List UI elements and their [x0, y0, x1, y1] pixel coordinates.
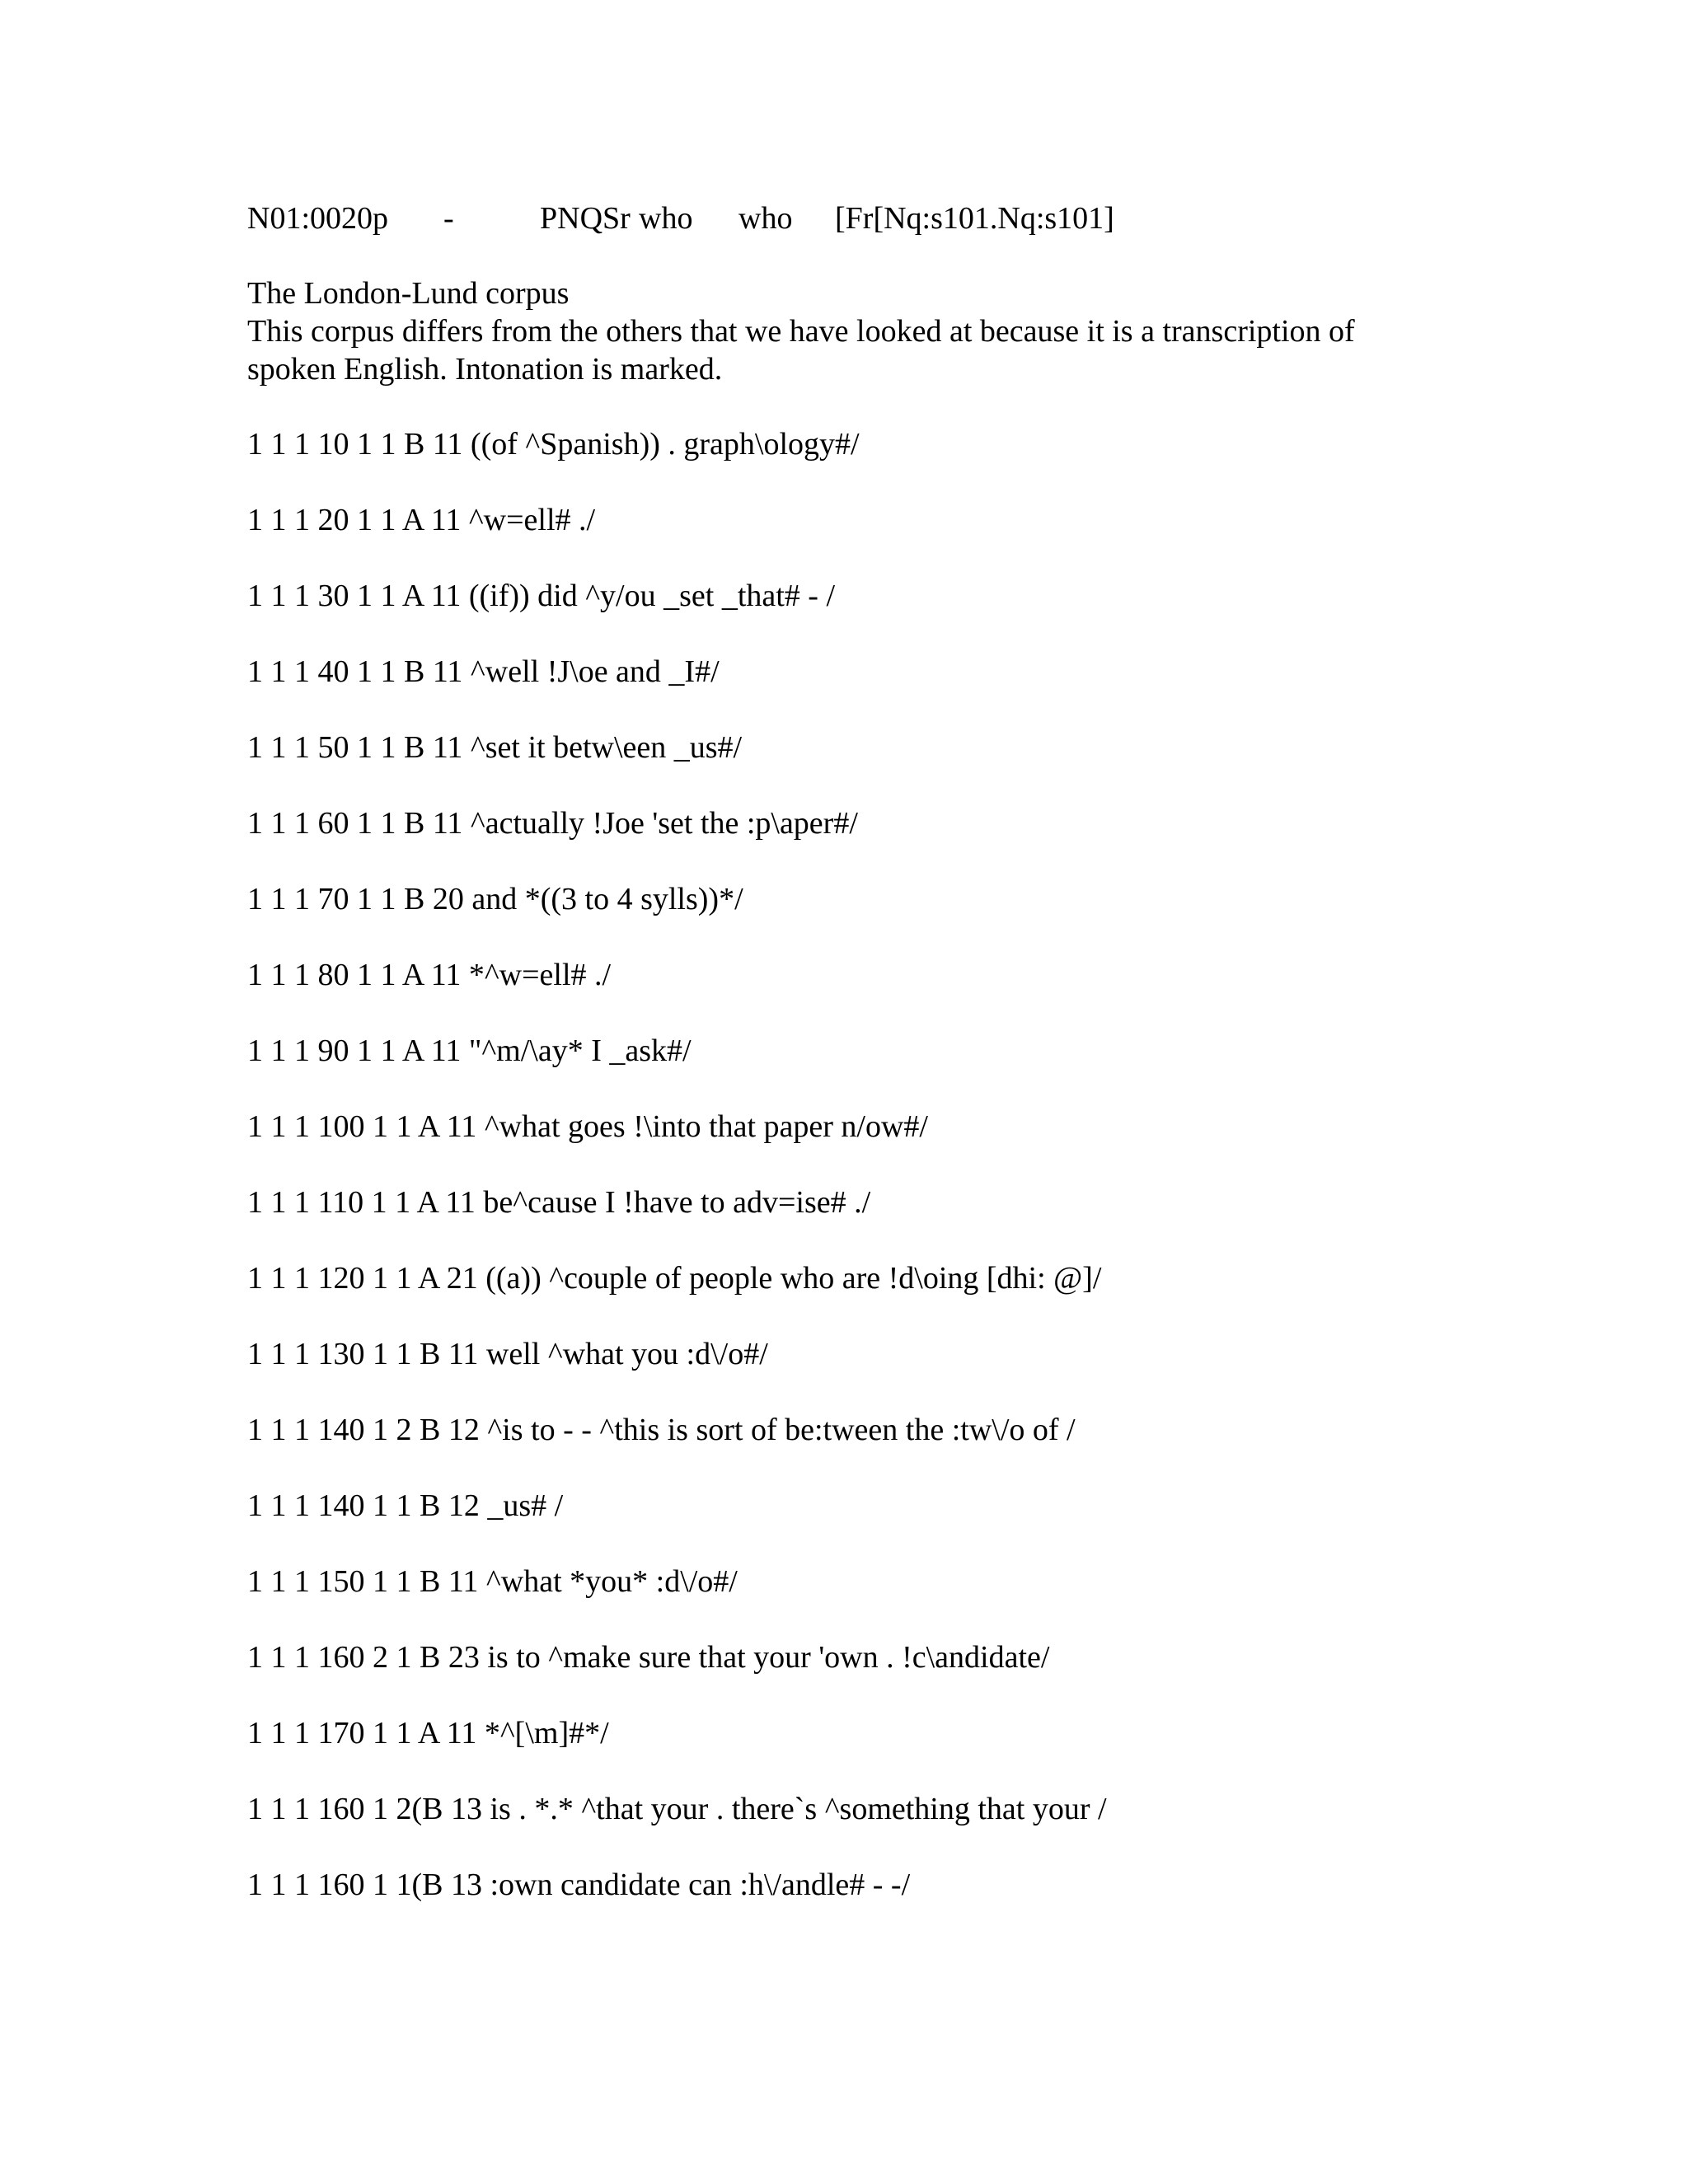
header-code: N01:0020p	[247, 201, 388, 236]
corpus-line: 1 1 1 140 1 2 B 12 ^is to - - ^this is sort of be:tween the :tw\/o of /	[247, 1413, 1076, 1447]
corpus-line: 1 1 1 150 1 1 B 11 ^what *you* :d\/o#/	[247, 1564, 738, 1599]
corpus-line: 1 1 1 100 1 1 A 11 ^what goes !\into that paper n/ow#/	[247, 1109, 928, 1144]
corpus-line: 1 1 1 140 1 1 B 12 _us# /	[247, 1488, 564, 1523]
corpus-line: 1 1 1 30 1 1 A 11 ((if)) did ^y/ou _set _that# - /	[247, 579, 836, 613]
header-tag: PNQSr	[540, 201, 631, 236]
corpus-line: 1 1 1 160 1 1(B 13 :own candidate can :h\/andle# - -/	[247, 1868, 911, 1902]
corpus-line: 1 1 1 40 1 1 B 11 ^well !J\oe and _I#/	[247, 654, 720, 689]
corpus-line: 1 1 1 10 1 1 B 11 ((of ^Spanish)) . graph\ology#/	[247, 427, 860, 462]
corpus-line: 1 1 1 130 1 1 B 11 well ^what you :d\/o#/	[247, 1337, 768, 1371]
intro-description: This corpus differs from the others that we have looked at because it is a transcription of spoken English. Intonation is marked.	[247, 314, 1355, 387]
corpus-line: 1 1 1 160 2 1 B 23 is to ^make sure that your 'own . !c\andidate/	[247, 1640, 1050, 1675]
intro-title: The London-Lund corpus	[247, 276, 570, 311]
corpus-line: 1 1 1 120 1 1 A 21 ((a)) ^couple of people who are !d\oing [dhi: @]/	[247, 1261, 1102, 1296]
corpus-line: 1 1 1 20 1 1 A 11 ^w=ell# ./	[247, 503, 596, 537]
corpus-lines	[247, 425, 1484, 1942]
header-dash: -	[443, 201, 454, 236]
header-line	[0, 199, 1114, 237]
corpus-line: 1 1 1 90 1 1 A 11 "^m/\ay* I _ask#/	[247, 1033, 692, 1068]
corpus-line: 1 1 1 70 1 1 B 20 and *((3 to 4 sylls))*/	[247, 882, 743, 916]
intro-section	[247, 274, 1442, 388]
corpus-line: 1 1 1 80 1 1 A 11 *^w=ell# ./	[247, 958, 612, 992]
corpus-line: 1 1 1 60 1 1 B 11 ^actually !Joe 'set the :p\aper#/	[247, 806, 858, 841]
corpus-line: 1 1 1 170 1 1 A 11 *^[\m]#*/	[247, 1716, 609, 1750]
corpus-line: 1 1 1 160 1 2(B 13 is . *.* ^that your . there`s ^something that your /	[247, 1792, 1107, 1826]
header-word-2: who	[738, 201, 793, 236]
corpus-line: 1 1 1 50 1 1 B 11 ^set it betw\een _us#/	[247, 730, 743, 765]
header-parse: [Fr[Nq:s101.Nq:s101]	[835, 201, 1114, 236]
header-word-1: who	[639, 201, 693, 236]
corpus-line: 1 1 1 110 1 1 A 11 be^cause I !have to adv=ise# ./	[247, 1185, 871, 1220]
